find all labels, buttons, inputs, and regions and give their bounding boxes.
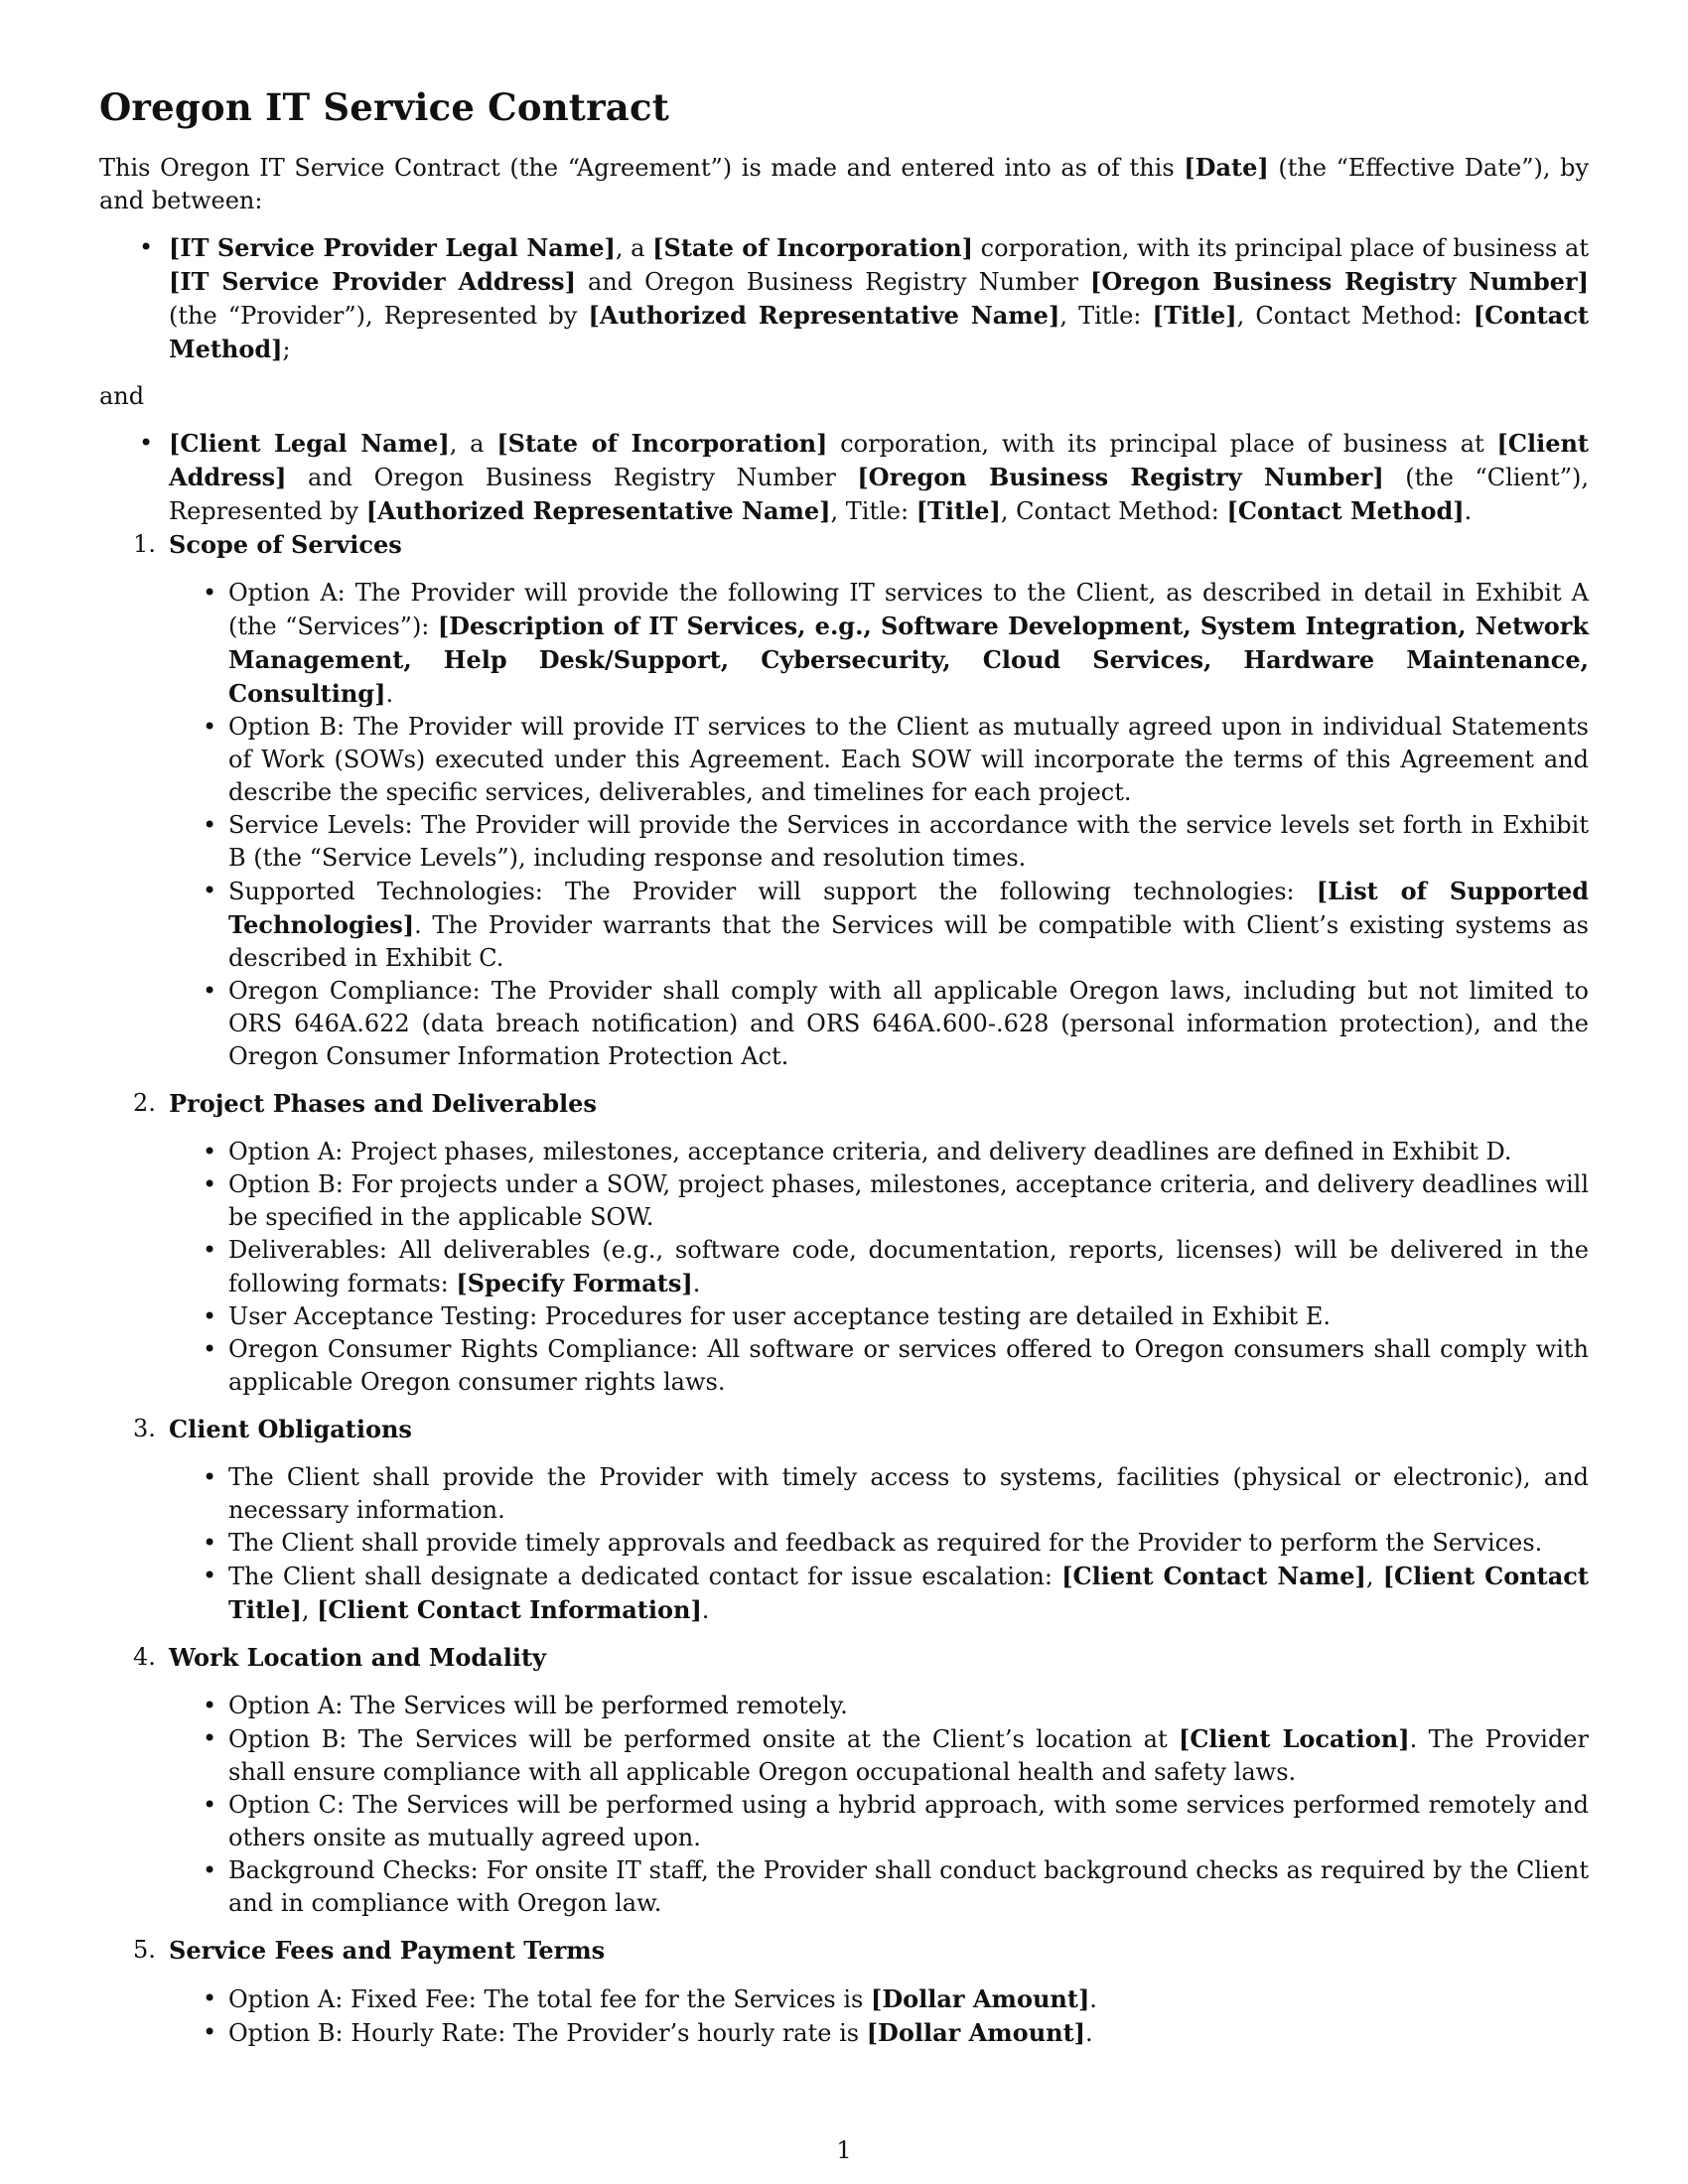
party-text: , a [615,234,653,262]
item-text: Option A: The Provider will provide the following IT services to the Client, as described in detail in Exhibit A (the “Services”): [228,579,1589,640]
item-text: , [1365,1563,1383,1590]
bullet-icon: • [203,877,217,904]
intro-text: This Oregon IT Service Contract (the “Agreement”) is made and entered into as of this [99,154,1185,182]
list-item [99,1333,1589,1399]
list-item [99,1982,1589,2016]
party-text: . [1464,497,1473,525]
provider-party [99,231,1589,366]
bullet-icon: • [203,1302,217,1330]
provider-address-placeholder: [IT Service Provider Address] [169,267,576,296]
client-title-placeholder: [Title] [915,496,1001,525]
placeholder-field: [Dollar Amount] [870,1984,1090,2013]
item-text: Deliverables: All deliverables (e.g., software code, documentation, reports, licenses) will be delivered in the following formats: [228,1236,1589,1297]
party-text: and Oregon Business Registry Number [286,464,858,491]
item-text: . The Provider warrants that the Services will be compatible with Client’s existing systems as described in Exhibit C. [228,911,1589,972]
party-text: corporation, with its principal place of business at [972,234,1589,262]
section-heading-text: Scope of Services [169,530,402,559]
placeholder-field: [Dollar Amount] [866,2018,1086,2047]
item-text: Option B: For projects under a SOW, project phases, milestones, acceptance criteria, and delivery deadlines will be specified in the applicable SOW. [228,1170,1589,1231]
list-item [99,711,1589,809]
bullet-icon: • [203,811,217,839]
item-text: Background Checks: For onsite IT staff, the Provider shall conduct background checks as required by the Client and in compliance with Oregon law. [228,1856,1589,1917]
item-text: Option B: The Provider will provide IT services to the Client as mutually agreed upon in individual Statements of Work (SOWs) executed under this Agreement. Each SOW will incorporate the terms of this Agreement and describe the specific services, deliverables, and timelines for each project. [228,713,1589,806]
bullet-icon: • [203,1562,217,1589]
placeholder-field: [List of Supported Technologies] [228,877,1590,939]
list-item [99,1136,1589,1168]
section-heading [99,1934,1589,1967]
list-item [99,1560,1589,1627]
section-items [99,1136,1589,1399]
bullet-icon: • [203,2018,217,2046]
provider-name-placeholder: [IT Service Provider Legal Name] [169,233,616,262]
item-text: . [1089,1985,1097,2013]
intro-text: (the “Effective Date”), by and between: [99,154,1589,214]
provider-rep-placeholder: [Authorized Representative Name] [588,301,1060,330]
list-item [99,809,1589,875]
bullet-icon: • [203,977,217,1005]
bullet-icon: • [203,1463,217,1491]
section-items [99,1982,1589,2050]
list-item [99,1234,1589,1300]
list-item [99,1527,1589,1560]
bullet-icon: • [203,1692,217,1719]
section-heading-text: Client Obligations [169,1415,412,1443]
section-1 [99,528,1589,1073]
bullet-icon: • [203,1856,217,1884]
party-text: , Title: [1059,302,1153,330]
list-item [99,875,1589,975]
placeholder-field: [Client Contact Information] [317,1595,702,1624]
bullet-icon: • [203,1791,217,1819]
section-2 [99,1087,1589,1399]
bullet-icon: • [203,713,217,741]
placeholder-field: [Description of IT Services, e.g., Software Development, System Integration, Network Management, Help Desk/Support, Cybersecurity, Cloud Services, Hardware Maintenance, Consulting] [228,612,1589,708]
placeholder-field: [Specify Formats] [456,1269,693,1297]
provider-contact-placeholder: [Contact Method] [169,301,1590,363]
list-item [99,975,1589,1073]
and-connector: and [99,382,145,410]
party-list-provider [99,231,1589,366]
item-text: Option A: The Services will be performed remotely. [228,1692,848,1719]
list-item [99,1168,1589,1234]
placeholder-field: [Client Contact Title] [228,1562,1590,1624]
section-5 [99,1934,1589,2050]
bullet-icon: • [203,579,217,607]
client-state-placeholder: [State of Incorporation] [496,429,828,458]
list-item [99,1461,1589,1527]
section-number: 1. [133,530,156,558]
provider-registry-placeholder: [Oregon Business Registry Number] [1089,267,1589,296]
client-address-placeholder: [Client Address] [169,429,1589,491]
item-text: . [1085,2019,1093,2047]
provider-title-placeholder: [Title] [1152,301,1237,330]
section-number: 4. [133,1643,156,1671]
section-number: 2. [133,1089,156,1117]
item-text: The Client shall provide timely approvals and feedback as required for the Provider to perform the Services. [228,1529,1543,1557]
item-text: The Client shall designate a dedicated contact for issue escalation: [228,1563,1062,1590]
item-text: , [301,1596,318,1624]
page-title: Oregon IT Service Contract [99,85,669,129]
section-heading-text: Project Phases and Deliverables [169,1089,597,1118]
bullet-icon: • [203,1335,217,1363]
item-text: Option C: The Services will be performed using a hybrid approach, with some services performed remotely and others onsite as mutually agreed upon. [228,1791,1589,1851]
bullet-icon: • [203,1138,217,1165]
section-heading-text: Work Location and Modality [169,1643,547,1672]
item-text: Supported Technologies: The Provider will support the following technologies: [228,878,1317,905]
client-contact-placeholder: [Contact Method] [1226,496,1465,525]
item-text: Option B: Hourly Rate: The Provider’s hourly rate is [228,2019,867,2047]
party-text: , Title: [830,497,916,525]
section-items [99,577,1589,1073]
bullet-icon: • [203,1170,217,1198]
list-item [99,1854,1589,1920]
item-text: . [701,1596,710,1624]
page-number: 1 [836,2136,852,2164]
item-text: User Acceptance Testing: Procedures for user acceptance testing are detailed in Exhibit E. [228,1302,1331,1330]
placeholder-field: [Client Location] [1178,1724,1410,1753]
party-text: , Contact Method: [1236,302,1474,330]
list-item [99,2016,1589,2050]
section-4 [99,1641,1589,1920]
document-page [99,85,1589,2064]
section-heading [99,1413,1589,1445]
intro-paragraph [99,151,1589,217]
party-list-client [99,427,1589,528]
section-heading [99,1087,1589,1120]
list-item [99,1690,1589,1722]
item-text: Option A: Fixed Fee: The total fee for the Services is [228,1985,871,2013]
client-rep-placeholder: [Authorized Representative Name] [365,496,831,525]
party-text: ; [282,336,291,363]
item-text: Option A: Project phases, milestones, acceptance criteria, and delivery deadlines are defined in Exhibit D. [228,1138,1512,1165]
item-text: . The Provider shall ensure compliance with all applicable Oregon occupational health and safety laws. [228,1725,1589,1786]
list-item [99,1300,1589,1333]
item-text: Option B: The Services will be performed onsite at the Client’s location at [228,1725,1179,1753]
bullet-icon: • [203,1236,217,1264]
bullet-icon: • [203,1529,217,1557]
section-items [99,1690,1589,1920]
section-items [99,1461,1589,1627]
party-text: , Contact Method: [1000,497,1227,525]
client-party [99,427,1589,528]
item-text: Service Levels: The Provider will provide the Services in accordance with the service levels set forth in Exhibit B (the “Service Levels”), including response and resolution times. [228,811,1589,872]
section-list [99,528,1589,2050]
section-heading-text: Service Fees and Payment Terms [169,1936,606,1965]
item-text: Oregon Compliance: The Provider shall comply with all applicable Oregon laws, including but not limited to ORS 646A.622 (data breach notification) and ORS 646A.600-.628 (personal information protection), and the Oregon Consumer Information Protection Act. [228,977,1589,1070]
client-registry-placeholder: [Oregon Business Registry Number] [857,463,1384,491]
list-item [99,1789,1589,1854]
list-item [99,1722,1589,1789]
provider-state-placeholder: [State of Incorporation] [652,233,973,262]
party-text: (the “Client”), Represented by [169,464,1590,525]
bullet-icon: • [139,233,154,261]
list-item [99,577,1589,711]
placeholder-field: [Client Contact Name] [1061,1562,1366,1590]
bullet-icon: • [139,429,154,457]
bullet-icon: • [203,1724,217,1752]
section-heading [99,1641,1589,1674]
item-text: The Client shall provide the Provider with timely access to systems, facilities (physical or electronic), and necessary information. [228,1463,1589,1524]
party-text: and Oregon Business Registry Number [575,268,1090,296]
bullet-icon: • [203,1984,217,2012]
section-number: 5. [133,1936,156,1964]
section-3 [99,1413,1589,1627]
section-number: 3. [133,1415,156,1442]
date-placeholder: [Date] [1184,153,1269,182]
party-text: , a [449,430,497,458]
client-name-placeholder: [Client Legal Name] [169,429,450,458]
item-text: . [385,680,394,708]
party-text: corporation, with its principal place of business at [827,430,1497,458]
party-text: (the “Provider”), Represented by [169,302,589,330]
item-text: Oregon Consumer Rights Compliance: All software or services offered to Oregon consumers shall comply with applicable Oregon consumer rights laws. [228,1335,1589,1396]
item-text: . [692,1270,701,1297]
section-heading [99,528,1589,561]
